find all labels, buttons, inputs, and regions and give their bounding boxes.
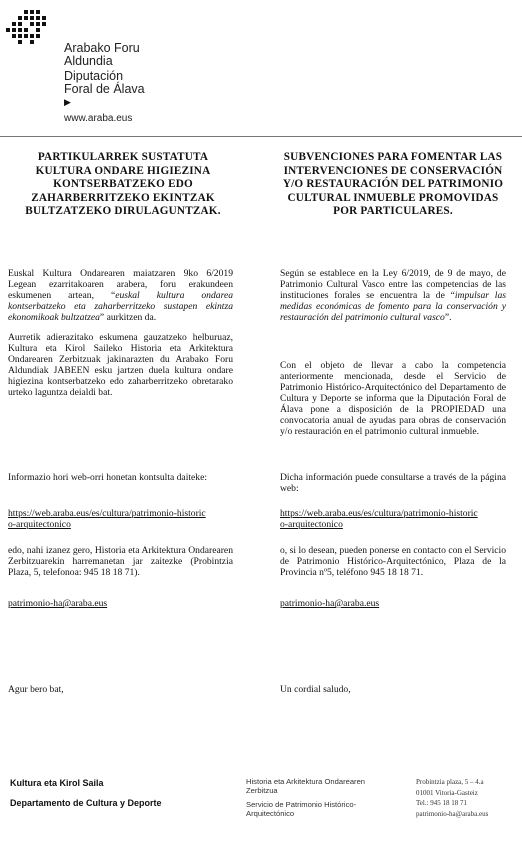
right-p1-quote: impulsar las medidas económicas de fomento para la conservación y restauración del patrimonio cultural vasco: [280, 290, 506, 323]
right-p4-text: o, si lo desean, pueden ponerse en contacto con el Servicio de Patrimonio Histórico-Arquitectónico, Plaza de la Provincia nº5, teléfono 945 18 18 71.: [280, 545, 506, 578]
org-es-line2: Foral de Álava: [64, 82, 145, 96]
org-name-spanish: [64, 70, 145, 96]
left-p1: [8, 268, 233, 323]
left-email-block: [8, 598, 233, 609]
org-name-basque: [64, 42, 140, 68]
footer-service-basque: Historia eta Arkitektura Ondarearen Zerbitzua: [246, 777, 366, 795]
title-spanish: SUBVENCIONES PARA FOMENTAR LAS INTERVENCIONES DE CONSERVACIÓN Y/O RESTAURACIÓN DEL PATRIMONIO CULTURAL INMUEBLE PROMOVIDAS POR PARTICULARES.: [282, 151, 504, 217]
right-p4: [280, 545, 506, 578]
website-link[interactable]: www.araba.eus: [64, 113, 133, 124]
right-p2: [280, 360, 506, 437]
left-p4-text: edo, nahi izanez gero, Historia eta Arkitektura Ondarearen Zerbitzuarekin harremanetan jar zaitezke (Probintzia Plaza, 5, telefonoa: 945 18 18 71).: [8, 545, 233, 578]
left-p4: [8, 545, 233, 578]
footer-address2: 01001 Vitoria-Gasteiz: [416, 788, 478, 797]
left-link-block: [8, 508, 233, 530]
right-web-link[interactable]: https://web.araba.eus/es/cultura/patrimonio-historico-arquitectonico: [280, 508, 478, 530]
left-p1-text: Euskal Kultura Ondarearen maiatzaren 9ko 6/2019 Legean ezarritakoaren arabera, foru erakundeen eskumenen artean, “: [8, 268, 233, 301]
footer-contact: [416, 777, 520, 819]
right-p1: [280, 268, 506, 323]
footer-email[interactable]: patrimonio-ha@araba.eus: [416, 809, 489, 818]
org-es-line1: Diputación: [64, 69, 124, 83]
org-eu-line2: Aldundia: [64, 54, 113, 68]
right-p1-text: Según se establece en la Ley 6/2019, de 9 de mayo, de Patrimonio Cultural Vasco entre las competencias de las instituciones forales se encuentra la de “: [280, 268, 506, 301]
left-p3: [8, 472, 233, 483]
footer-address1: Probintzia plaza, 5 – 4.a: [416, 778, 484, 786]
footer-dept-spanish: Departamento de Cultura y Deporte: [10, 798, 162, 808]
right-email-block: [280, 598, 506, 609]
footer-dept-basque: Kultura eta Kirol Saila: [10, 778, 104, 788]
right-p1-end: ”.: [444, 312, 452, 323]
left-p1-quote: euskal kultura ondarea kontserbatzeko eta zaharberritzeko sustapen ekintza ekonomikoak bultzatzea: [8, 290, 233, 323]
right-p3-text: Dicha información puede consultarse a través de la página web:: [280, 472, 506, 494]
title-basque: PARTIKULARREK SUSTATUTA KULTURA ONDARE HIGIEZINA KONTSERBATZEKO EDO ZAHARBERRITZEKO EKINTZAK BULTZATZEKO DIRULAGUNTZAK.: [25, 151, 221, 217]
left-email-link[interactable]: patrimonio-ha@araba.eus: [8, 598, 108, 609]
araba-grid-logo-icon: [6, 10, 46, 46]
right-p2-text: Con el objeto de llevar a cabo la competencia anteriormente mencionada, desde el Servicio de Patrimonio Histórico-Arquitectónico del Departamento de Cultura y Deporte se informa que la Diputación Foral de Álava pone a disposición de la PROPIEDAD una convocatoria anual de ayudas para obras de conservación y/o restauración en el patrimonio cultural inmueble.: [280, 360, 506, 437]
right-p3: [280, 472, 506, 494]
left-p3-text: Informazio hori web-orri honetan kontsulta daiteke:: [8, 472, 208, 483]
left-closing: Agur bero bat,: [8, 684, 64, 695]
arrow-right-icon: ▶: [64, 97, 71, 107]
right-link-block: [280, 508, 506, 530]
right-closing: Un cordial saludo,: [280, 684, 351, 695]
footer-phone: Tel.: 945 18 18 71: [416, 799, 468, 807]
right-email-link[interactable]: patrimonio-ha@araba.eus: [280, 598, 380, 609]
left-p2-text: Aurretik adierazitako eskumena gauzatzeko helburuaz, Kultura eta Kirol Saileko Historia eta Arkitektura Ondarearen Zerbitzuak jakinarazten du Arabako Foru Aldundiak JABEEN esku jartzen duela kultura ondare higiezina kontserbatzeko edo zaharberritzeko obretarako urteko laguntza deialdi bat.: [8, 332, 233, 398]
footer-service-spanish: Servicio de Patrimonio Histórico-Arquitectónico: [246, 800, 357, 818]
org-eu-line1: Arabako Foru: [64, 41, 140, 55]
left-p2: [8, 332, 233, 398]
header-divider: [0, 136, 522, 137]
left-p1-end: ” aurkitzen da.: [99, 312, 157, 323]
left-web-link[interactable]: https://web.araba.eus/es/cultura/patrimonio-historico-arquitectonico: [8, 508, 206, 530]
